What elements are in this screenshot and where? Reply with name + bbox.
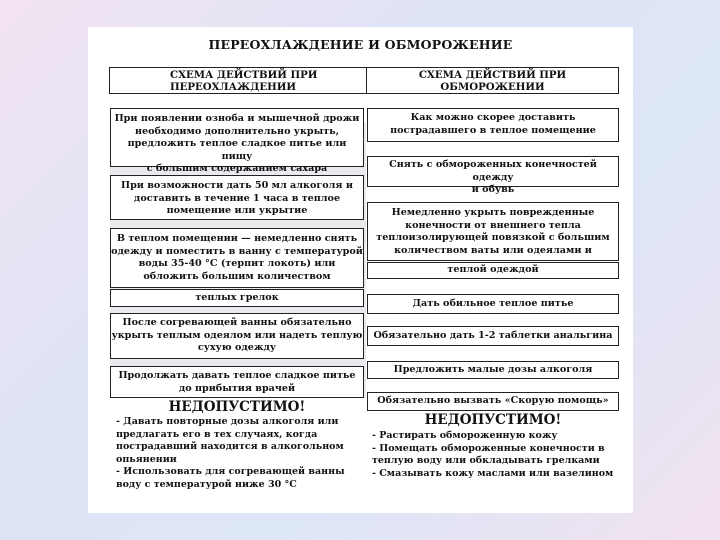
left-warning-list: - Давать повторные дозы алкоголя или предлагать его в тех случаях, когда пострадавший находится в алкогольном опьянении - Использовать для согревающей ванны воду с температурой ниже 30 °С (116, 416, 345, 490)
right-warning-title: НЕДОПУСТИМО! (424, 412, 562, 428)
left-step-1: При появлении озноба и мышечной дрожи необходимо дополнительно укрыть, предложить теплое сладкое питье или пищу с большим содержанием сахара (110, 108, 364, 167)
right-warning-list: - Растирать обмороженную кожу - Помещать обмороженные конечности в теплую воду или обкладывать грелками - Смазывать кожу маслами или вазелином (372, 430, 614, 479)
right-header: СХЕМА ДЕЙСТВИЙ ПРИ ОБМОРОЖЕНИИ (366, 67, 619, 94)
left-step-4: После согревающей ванны обязательно укрыть теплым одеялом или надеть теплую сухую одежду (110, 313, 364, 359)
right-step-6: Предложить малые дозы алкоголя (367, 361, 619, 379)
page-title: ПЕРЕОХЛАЖДЕНИЕ И ОБМОРОЖЕНИЕ (208, 37, 513, 52)
left-step-5: Продолжать давать теплое сладкое питье до прибытия врачей (110, 366, 364, 398)
right-step-3-continued: теплой одеждой (367, 262, 619, 279)
document-sheet (88, 27, 633, 513)
left-header: СХЕМА ДЕЙСТВИЙ ПРИ ПЕРЕОХЛАЖДЕНИИ (109, 67, 367, 94)
right-step-4: Дать обильное теплое питье (367, 294, 619, 314)
right-step-3: Немедленно укрыть поврежденные конечности от внешнего тепла теплоизолирующей повязкой с большим количеством ваты или одеялами и (367, 202, 619, 261)
right-step-5: Обязательно дать 1-2 таблетки анальгина (367, 326, 619, 346)
left-step-3-continued: теплых грелок (110, 289, 364, 307)
left-step-2: При возможности дать 50 мл алкоголя и доставить в течение 1 часа в теплое помещение или укрытие (110, 175, 364, 220)
right-step-2: Снять с обмороженных конечностей одежду и обувь (367, 156, 619, 187)
left-warning-title: НЕДОПУСТИМО! (168, 399, 306, 415)
right-step-1: Как можно скорее доставить пострадавшего в теплое помещение (367, 108, 619, 142)
left-step-3: В теплом помещении — немедленно снять одежду и поместить в ванну с температурой воды 35-40 °С (терпит локоть) или обложить большим количеством (110, 228, 364, 288)
right-step-7: Обязательно вызвать «Скорую помощь» (367, 392, 619, 411)
